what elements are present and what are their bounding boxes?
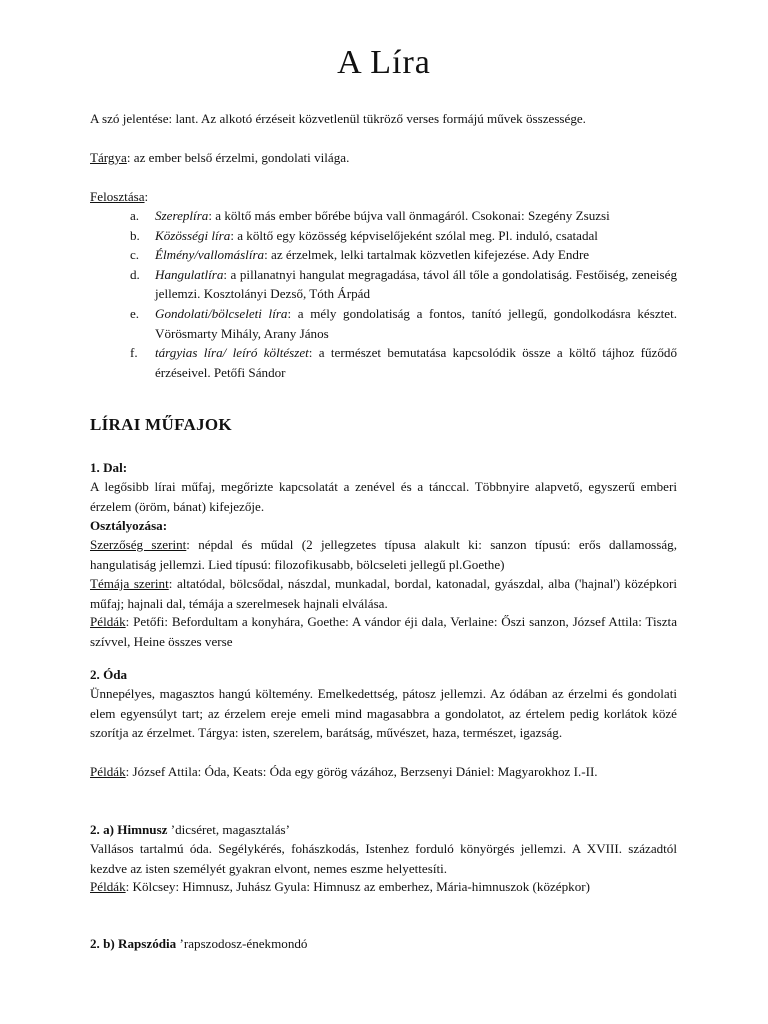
temaja-label: Témája szerint <box>90 576 169 591</box>
rapszodia-heading-line <box>90 934 677 954</box>
peldak-label: Példák <box>90 764 126 779</box>
list-marker: a. <box>130 208 140 223</box>
list-item <box>130 245 677 265</box>
szerzoseg-label: Szerzőség szerint <box>90 537 187 552</box>
list-marker: c. <box>130 247 140 263</box>
himnusz-description: Vallásos tartalmú óda. Segélykérés, fohászkodás, Istenhez forduló könyörgés jellemzi. A XVIII. századtól kezdve az isten személyét gyakran elvont, nemes eszme helyettesíti. <box>90 841 677 876</box>
osztalyozas-label: Osztályozása: <box>90 518 168 533</box>
oda-description: Ünnepélyes, magasztos hangú költemény. Emelkedettség, pátosz jellemzi. Az ódában az érzelmi és gondolati elem egyensúlyt tart; az érzelem ereje emeli mind magasabbra a gondolatot, az értelem pedig korlátok közé szorítja az érzelmet. Tárgya: isten, szerelem, barátság, művészet, haza, természet, igazság. <box>90 686 677 741</box>
list-term: Élmény/vallomáslíra <box>155 247 265 263</box>
himnusz-peldak-paragraph <box>90 877 677 897</box>
targy-text: : az ember belső érzelmi, gondolati világa. <box>126 150 350 165</box>
list-item <box>130 343 677 382</box>
list-text: : a mély gondolatiság a fontos, tanító jellegű, gondolkodásra késztet. Vörösmarty Mihály, Arany János <box>155 305 677 341</box>
list-item <box>130 226 677 246</box>
oda-heading: 2. Óda <box>90 667 128 682</box>
list-term: tárgyias líra/ leíró költészet <box>155 345 309 361</box>
peldak-text: : Petőfi: Befordultam a konyhára, Goethe: A vándor éji dala, Verlaine: Őszi sanzon, József Attila: Tiszta szívvel, Heine összes verse <box>90 614 677 649</box>
himnusz-heading-line <box>90 820 677 840</box>
section-heading: LÍRAI MŰFAJOK <box>90 415 232 434</box>
dal-temaja-paragraph <box>90 574 677 613</box>
intro-paragraph: A szó jelentése: lant. Az alkotó érzéseit közvetlenül tükröző verses formájú művek összessége. <box>90 111 586 126</box>
list-marker: f. <box>130 345 138 361</box>
himnusz-subtitle: ’dicséret, magasztalás’ <box>167 822 290 837</box>
list-item <box>130 206 677 226</box>
dal-peldak-paragraph <box>90 612 677 651</box>
himnusz-heading: 2. a) Himnusz <box>90 822 168 837</box>
list-text: : a költő egy közösség képviselőjeként szólal meg. Pl. induló, csatadal <box>230 227 598 243</box>
peldak-label: Példák <box>90 614 126 629</box>
felosztas-list <box>130 206 677 382</box>
list-item <box>130 304 677 343</box>
temaja-text: : altatódal, bölcsődal, nászdal, munkadal, bordal, katonadal, gyászdal, alba ('hajnal') középkori műfaj; hajnali dal, témája a szerelmesek hajnali elválása. <box>90 576 678 611</box>
dal-szerzoseg-paragraph <box>90 535 677 574</box>
list-marker: e. <box>130 305 140 321</box>
rapszodia-heading: 2. b) Rapszódia <box>90 936 177 951</box>
peldak-text: : Kölcsey: Himnusz, Juhász Gyula: Himnusz az emberhez, Mária-himnuszok (középkor) <box>125 879 590 894</box>
dal-description: A legősibb lírai műfaj, megőrizte kapcsolatát a zenével és a tánccal. Többnyire alapvető, egyszerű emberi érzelem (öröm, bánat) kifejezője. <box>90 479 677 514</box>
dal-heading: 1. Dal: <box>90 460 128 475</box>
list-marker: b. <box>130 227 140 243</box>
list-term: Közösségi líra <box>155 227 231 243</box>
list-item <box>130 265 677 304</box>
peldak-label: Példák <box>90 879 126 894</box>
list-marker: d. <box>130 266 140 282</box>
list-term: Gondolati/bölcseleti líra <box>155 305 288 321</box>
list-text: : a pillanatnyi hangulat megragadása, távol áll tőle a gondolatiság. Festőiség, zeneiség jellemzi. Kosztolányi Dezső, Tóth Árpád <box>155 266 677 302</box>
rapszodia-subtitle: ’rapszodosz-énekmondó <box>176 936 308 951</box>
szerzoseg-text: : népdal és műdal (2 jellegzetes típusa alakult ki: sanzon típusú: erős dallamosság, hangulatiság jellemzi. Lied típusú: filozofikusabb, bölcseleti jellegű pl.Goethe) <box>90 537 677 572</box>
list-text: : a költő más ember bőrébe bújva vall önmagáról. Csokonai: Szegény Zsuzsi <box>208 208 610 223</box>
oda-peldak-paragraph <box>90 762 677 782</box>
felosztas-colon: : <box>144 189 149 204</box>
felosztas-label-line <box>90 187 677 207</box>
targy-paragraph <box>90 148 677 168</box>
page-title: A Líra <box>337 44 431 81</box>
peldak-text: : József Attila: Óda, Keats: Óda egy görög vázához, Berzsenyi Dániel: Magyarokhoz I.-II. <box>125 764 598 779</box>
felosztas-label: Felosztása <box>90 189 145 204</box>
list-text: : a természet bemutatása kapcsolódik össze a költő tájhoz fűződő érzéseivel. Petőfi Sándor <box>155 345 677 380</box>
list-term: Hangulatlíra <box>155 266 224 282</box>
list-text: : az érzelmek, lelki tartalmak közvetlen kifejezése. Ady Endre <box>264 247 590 263</box>
targy-label: Tárgya <box>90 150 127 165</box>
list-term: Szereplíra <box>155 208 209 223</box>
